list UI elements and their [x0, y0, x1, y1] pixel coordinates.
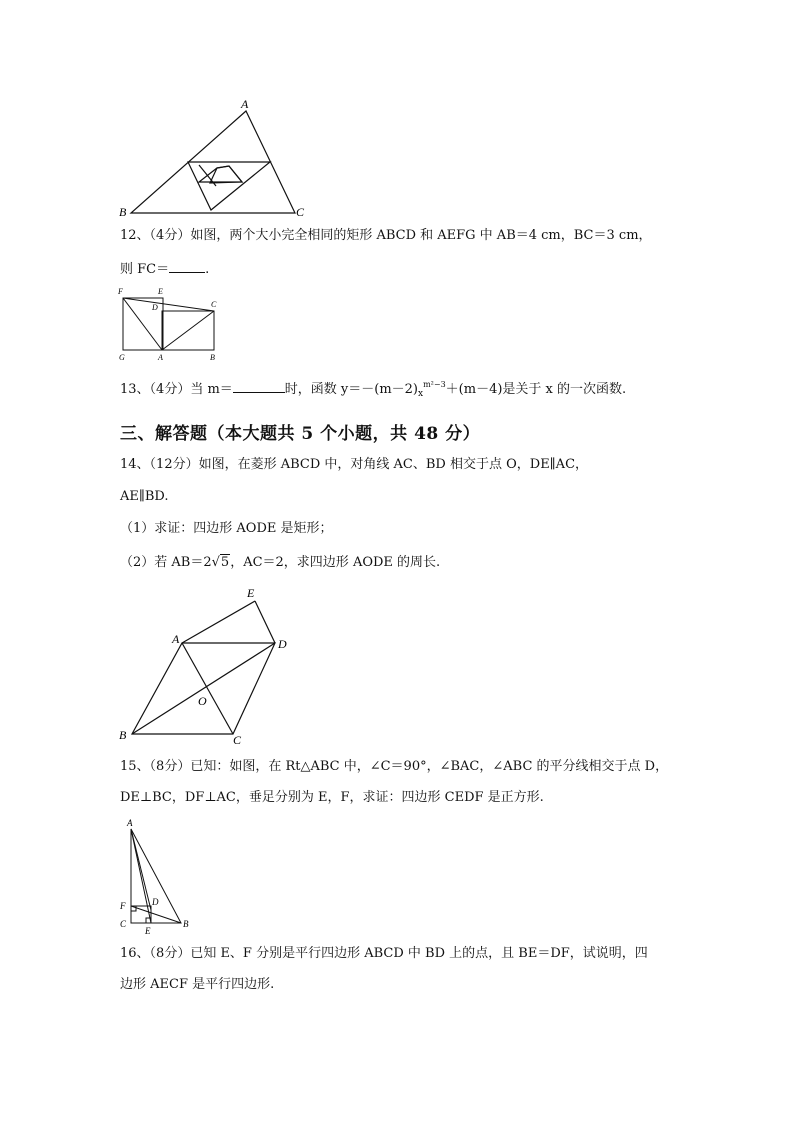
label-D: D: [152, 303, 158, 312]
label-D: D: [278, 637, 287, 651]
label-C: C: [233, 733, 242, 747]
question-14-part2: （2）若 AB＝2√5，AC＝2，求四边形 AODE 的周长.: [120, 553, 440, 573]
question-12-line1: 12、（4分）如图，两个大小完全相同的矩形 ABCD 和 AEFG 中 AB＝4 cm，BC＝3 cm，: [120, 228, 652, 243]
question-15-line1: 15、（8分）已知：如图，在 Rt△ABC 中，∠C＝90°，∠BAC，∠ABC 的平分线相交于点 D，: [120, 759, 669, 774]
label-A: A: [172, 632, 180, 646]
label-G: G: [119, 353, 125, 362]
question-14-line2: AE∥BD.: [120, 489, 169, 504]
label-C: C: [211, 300, 217, 309]
label-B: B: [119, 205, 127, 219]
label-E: E: [158, 287, 163, 296]
answer-blank-q12[interactable]: [169, 258, 205, 273]
label-A: A: [127, 818, 133, 828]
question-15-line2: DE⊥BC，DF⊥AC，垂足分别为 E，F，求证：四边形 CEDF 是正方形.: [120, 790, 544, 805]
label-F: F: [120, 901, 126, 911]
answer-blank-q13[interactable]: [233, 378, 285, 393]
label-E: E: [145, 926, 151, 936]
question-12-line2: 则 FC＝ .: [120, 258, 209, 280]
label-D: D: [152, 897, 159, 907]
question-14-line1: 14、（12分）如图，在菱形 ABCD 中，对角线 AC、BD 相交于点 O，DE∥AC，: [120, 457, 589, 472]
question-16-line1: 16、（8分）已知 E、F 分别是平行四边形 ABCD 中 BD 上的点，且 BE＝DF，试说明，四: [120, 946, 648, 961]
label-A: A: [158, 353, 163, 362]
question-14-part1: （1）求证：四边形 AODE 是矩形；: [120, 521, 333, 536]
triangle-figure-q11: [115, 95, 315, 225]
rectangles-figure-q12: [115, 284, 230, 366]
sqrt-symbol: √5: [211, 555, 230, 570]
label-F: F: [118, 287, 123, 296]
label-C: C: [120, 919, 127, 929]
question-16-line2: 边形 AECF 是平行四边形.: [120, 977, 275, 992]
label-B: B: [183, 919, 189, 929]
right-triangle-figure-q15: [115, 815, 200, 937]
label-O: O: [198, 694, 207, 708]
label-B: B: [210, 353, 215, 362]
section-3-heading: 三、解答题（本大题共 5 个小题，共 48 分）: [120, 424, 481, 444]
rhombus-figure-q14: [115, 584, 305, 749]
label-A: A: [241, 97, 249, 111]
label-B: B: [119, 728, 127, 742]
question-13: 13、（4分）当 m＝ 时，函数 $y=-(m-2)_x^{m^2-3}+(m-4)$是关于 x 的一次函数.: [120, 380, 627, 399]
label-C: C: [296, 205, 305, 219]
label-E: E: [247, 586, 255, 600]
